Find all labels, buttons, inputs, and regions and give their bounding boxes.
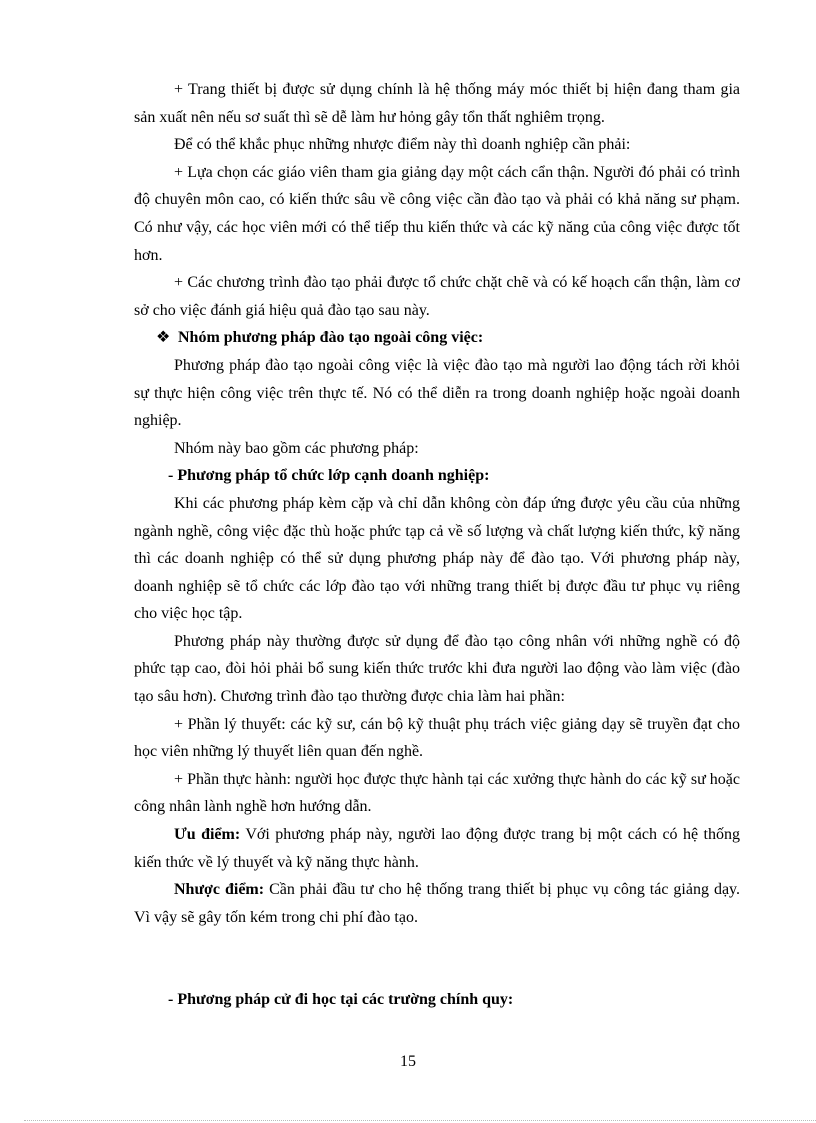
paragraph-equipment-risk: + Trang thiết bị được sử dụng chính là hệ thống máy móc thiết bị hiện đang tham gia sản xuất nên nếu sơ suất thì sẽ dễ làm hư hỏng gây tổn thất nghiêm trọng. (134, 81, 740, 126)
page-bottom-rule (24, 1120, 816, 1121)
paragraph-advantages (134, 821, 740, 876)
subheading-formal-school: - Phương pháp cử đi học tại các trường chính quy: (168, 991, 514, 1009)
subheading-class-method: - Phương pháp tổ chức lớp cạnh doanh nghiệp: (168, 467, 490, 485)
disadvantages-text: Cần phải đầu tư cho hệ thống trang thiết bị phục vụ công tác giảng dạy. Vì vậy sẽ gây tốn kém trong chi phí đào tạo. (134, 881, 740, 926)
paragraph-select-teachers: + Lựa chọn các giáo viên tham gia giảng dạy một cách cẩn thận. Người đó phải có trình độ chuyên môn cao, có kiến thức sâu về công việc cần đào tạo và phải có khả năng sư phạm. Có như vậy, các học viên mới có thể tiếp thu kiến thức và các kỹ năng của công việc được tốt hơn. (134, 163, 740, 264)
vertical-spacer (134, 931, 740, 986)
diamond-bullet-icon: ❖ (156, 329, 171, 347)
advantages-text: Với phương pháp này, người lao động được trang bị một cách có hệ thống kiến thức về lý thuyết và kỹ năng thực hành. (134, 826, 741, 871)
section-heading-off-job (134, 324, 740, 352)
paragraph-class-method-usage: Phương pháp này thường được sử dụng để đào tạo công nhân với những nghề có độ phức tạp cao, đòi hỏi phải bổ sung kiến thức trước khi đưa người lao động vào làm việc (đào tạo sâu hơn). Chương trình đào tạo thường được chia làm hai phần: (134, 632, 740, 706)
paragraph-remedy-intro: Để có thể khắc phục những nhược điểm này thì doanh nghiệp cần phải: (174, 136, 631, 154)
paragraph-organize-programs: + Các chương trình đào tạo phải được tổ chức chặt chẽ và có kế hoạch cẩn thận, làm cơ sở cho việc đánh giá hiệu quả đào tạo sau này. (134, 274, 740, 319)
document-body (134, 76, 740, 1014)
paragraph-group-includes: Nhóm này bao gồm các phương pháp: (174, 439, 419, 457)
section-heading-off-job-text: Nhóm phương pháp đào tạo ngoài công việc: (178, 329, 484, 347)
page-number: 15 (400, 1053, 416, 1070)
advantages-label: Ưu điểm: (174, 826, 241, 844)
paragraph-disadvantages (134, 876, 740, 931)
paragraph-theory-part: + Phần lý thuyết: các kỹ sư, cán bộ kỹ thuật phụ trách việc giảng dạy sẽ truyền đạt cho học viên những lý thuyết liên quan đến nghề. (134, 715, 740, 761)
paragraph-off-job-definition: Phương pháp đào tạo ngoài công việc là việc đào tạo mà người lao động tách rời khỏi sự thực hiện công việc trên thực tế. Nó có thể diễn ra trong doanh nghiệp hoặc ngoài doanh nghiệp. (134, 356, 740, 430)
disadvantages-label: Nhược điểm: (174, 881, 265, 899)
paragraph-class-method-when: Khi các phương pháp kèm cặp và chỉ dẫn không còn đáp ứng được yêu cầu của những ngành nghề, công việc đặc thù hoặc phức tạp cả về số lượng và chất lượng kiến thức, kỹ năng thì các doanh nghiệp có thể sử dụng phương pháp này để đào tạo. Với phương pháp này, doanh nghiệp sẽ tổ chức các lớp đào tạo với những trang thiết bị được đầu tư phục vụ riêng cho việc học tập. (134, 494, 740, 623)
paragraph-practice-part: + Phần thực hành: người học được thực hành tại các xưởng thực hành do các kỹ sư hoặc công nhân lành nghề hơn hướng dẫn. (134, 770, 740, 816)
